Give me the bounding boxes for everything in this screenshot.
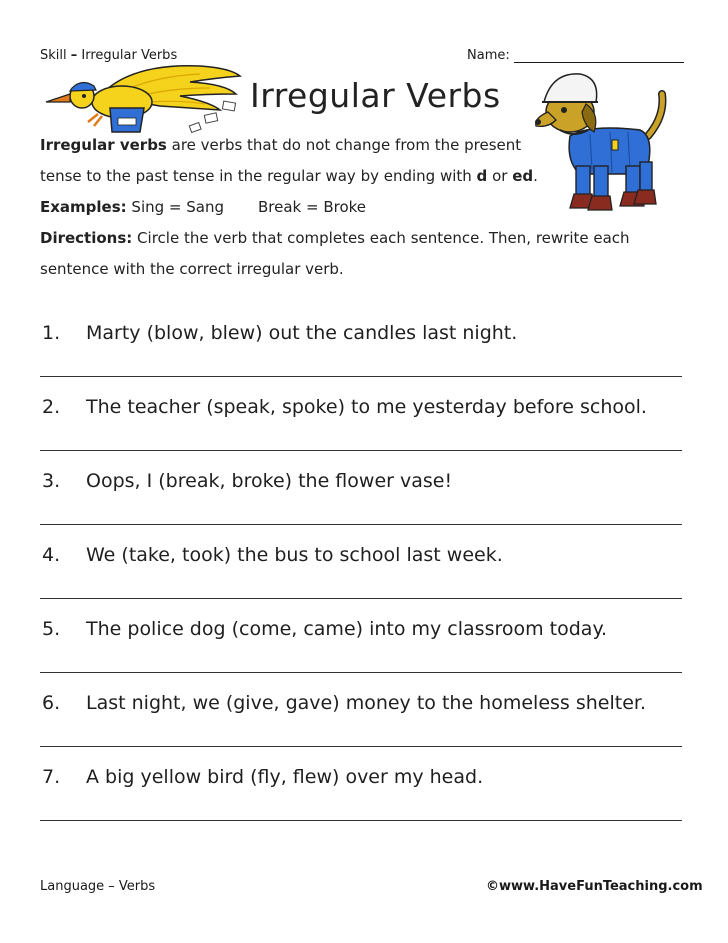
footer-subject: Language – Verbs	[40, 879, 156, 894]
bird-illustration	[40, 58, 245, 138]
question-number: 2.	[42, 396, 61, 418]
answer-line-5[interactable]	[40, 672, 682, 673]
answer-line-2[interactable]	[40, 450, 682, 451]
question-1	[42, 322, 517, 344]
question-2	[42, 396, 647, 418]
name-field[interactable]	[467, 48, 687, 63]
question-text: Oops, I (break, broke) the flower vase!	[86, 470, 453, 492]
question-text: A big yellow bird (fly, flew) over my head.	[86, 766, 484, 788]
question-number: 7.	[42, 766, 61, 788]
question-number: 1.	[42, 322, 61, 344]
examples-line	[40, 192, 366, 223]
question-text: Marty (blow, blew) out the candles last night.	[86, 322, 518, 344]
question-text: The teacher (speak, spoke) to me yesterday before school.	[86, 396, 647, 418]
directions-label: Directions:	[40, 229, 133, 247]
question-text: We (take, took) the bus to school last week.	[86, 544, 503, 566]
footer-website[interactable]: ©www.HaveFunTeaching.com	[486, 879, 703, 894]
question-number: 6.	[42, 692, 61, 714]
example-2: Break = Broke	[258, 198, 367, 216]
directions-line-2: sentence with the correct irregular verb.	[40, 260, 344, 278]
question-text: Last night, we (give, gave) money to the homeless shelter.	[86, 692, 646, 714]
suffix-d: d	[476, 167, 488, 185]
answer-line-6[interactable]	[40, 746, 682, 747]
answer-line-3[interactable]	[40, 524, 682, 525]
name-line[interactable]	[514, 50, 684, 63]
example-1: Sing = Sang	[126, 198, 224, 216]
directions-text: Circle the verb that completes each sentence. Then, rewrite each	[132, 229, 630, 247]
dog-illustration	[530, 66, 680, 216]
skill-topic: Irregular Verbs	[81, 48, 178, 63]
question-7	[42, 766, 483, 788]
question-3	[42, 470, 452, 492]
answer-line-1[interactable]	[40, 376, 682, 377]
question-number: 3.	[42, 470, 61, 492]
intro-line-1	[40, 130, 521, 161]
question-4	[42, 544, 503, 566]
examples-label: Examples:	[40, 198, 127, 216]
question-text: The police dog (come, came) into my classroom today.	[86, 618, 608, 640]
page-title: Irregular Verbs	[250, 76, 501, 115]
name-label: Name:	[467, 48, 510, 63]
intro-line-1-text: are verbs that do not change from the present	[166, 136, 522, 154]
question-number: 5.	[42, 618, 61, 640]
question-number: 4.	[42, 544, 61, 566]
intro-term: Irregular verbs	[40, 136, 167, 154]
skill-label-text: Skill	[40, 48, 67, 63]
answer-line-7[interactable]	[40, 820, 682, 821]
intro-line-2-text: tense to the past tense in the regular way by ending with	[40, 167, 477, 185]
suffix-ed: ed	[512, 167, 534, 185]
question-6	[42, 692, 646, 714]
intro-or: or	[487, 167, 513, 185]
intro-line-2	[40, 161, 538, 192]
directions-line-1	[40, 223, 630, 254]
skill-dash: –	[70, 48, 78, 63]
intro-period: .	[533, 167, 538, 185]
answer-line-4[interactable]	[40, 598, 682, 599]
question-5	[42, 618, 607, 640]
